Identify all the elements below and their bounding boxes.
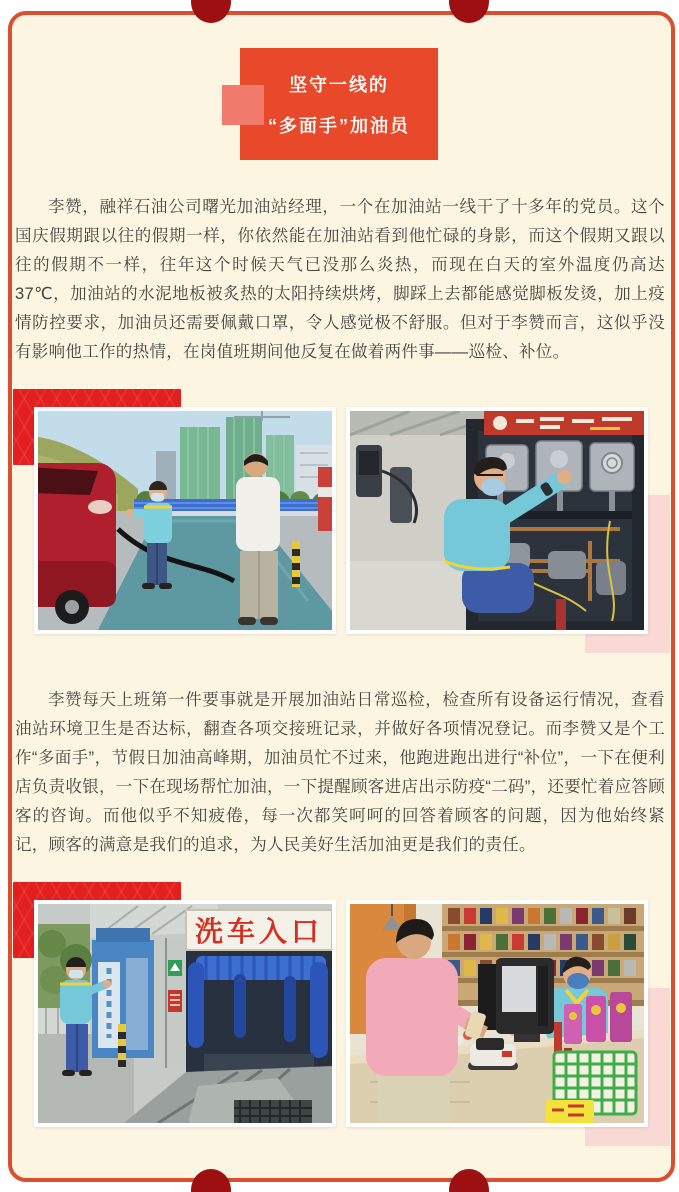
photo-store-checkout-image [350,904,644,1123]
photo-fueling [34,407,336,634]
photo-equipment-check [346,407,648,634]
photo-equipment-check-image [350,411,644,630]
car-wash-entrance-sign: 洗车入口 [194,916,324,947]
title-line-1: 坚守一线的 [289,74,389,95]
paragraph-1: 李赞，融祥石油公司曙光加油站经理，一个在加油站一线干了十多年的党员。这个国庆假期跟以往的假期一样，你依然能在加油站看到他忙碌的身影，而这个假期又跟以往的假期不一样，往年这个时候天气已没那么炎热，而现在白天的室外温度仍高达37℃，加油站的水泥地板被炙热的太阳持续烘烤，脚踩上去都能感觉脚板发烫，加上疫情防控要求，加油员还需要佩戴口罩，令人感觉极不舒服。但对于李赞而言，这似乎没有影响他工作的热情，在岗值班期间他反复在做着两件事——巡检、补位。 [15,198,665,361]
title-banner [240,48,438,160]
photo-fueling-image [38,411,332,630]
title-line-2: “多面手”加油员 [268,115,410,136]
customer-figure [236,453,280,625]
photo-car-wash [34,900,336,1127]
photo-store-checkout [346,900,648,1127]
title-accent-square [222,85,264,125]
photo-car-wash-image [38,904,332,1123]
paragraph-2: 李赞每天上班第一件要事就是开展加油站日常巡检，检查所有设备运行情况，查看油站环境卫生是否达标，翻查各项交接班记录，并做好各项情况登记。而李赞又是个工作“多面手”，节假日加油高峰期，加油员忙不过来，他跑进跑出进行“补位”，一下在便利店负责收银，一下在现场帮忙加油，一下提醒顾客进店出示防疫“二码”，还要忙着应答顾客的咨询。而他似乎不知疲倦，每一次都笑呵呵的回答着顾客的问题，因为他始终紧记，顾客的满意是我们的追求，为人民美好生活加油更是我们的责任。 [15,691,665,854]
